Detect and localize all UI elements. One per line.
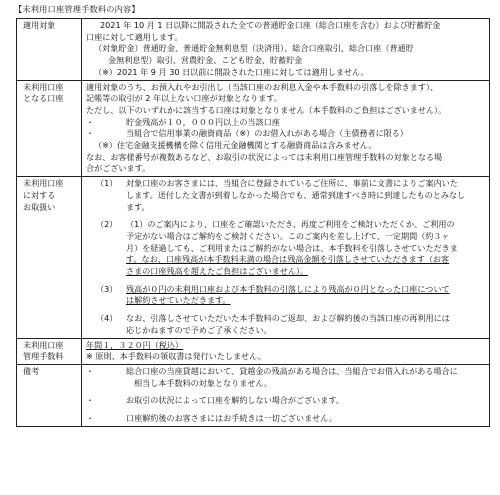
text-line: は解約させていただきます。: [126, 295, 231, 306]
table-row-remarks: [17, 364, 490, 426]
list-item: ・ 当組合で信用事業の融資商品（※）のお借入れがある場合（主債務者に限る）: [86, 128, 408, 139]
list-item: ・ 貯金残高が１０，０００円以上の当該口座: [86, 116, 280, 127]
text-line: ただし、以下のいずれかに該当する口座は対象となりません（本手数料のご負担はございません）。: [86, 104, 447, 115]
row-label-remarks: 備考: [17, 364, 82, 426]
list-item-3: （3） 残高が０円の未利用口座および本手数料の引落しにより残高が０円となった口座について: [96, 283, 450, 294]
table-row-handling: [17, 177, 490, 338]
text-line: 応じかねますので予めご了承ください。: [126, 324, 272, 335]
list-item: ・ 総合口座の当座貸越において、貸越金の残高がある場合は、当組合でお借入れがある場合に: [86, 365, 458, 376]
table-row-applicable: [17, 19, 490, 81]
text-line: 記帳等の取引が 2 年以上ない口座が対象となります。: [86, 93, 282, 104]
text-line: します。送付した文書が到着しなかった場合でも、通常到達すべき時に到達したものとみなし: [126, 189, 466, 200]
text-line: す。なお、口座残高が本手数料未満の場合は残高金額を引落しさせていただきます（お客: [126, 254, 450, 265]
fee-amount: 年間１，３２０円（税込）: [86, 339, 184, 350]
text-line: ます。: [126, 201, 150, 212]
list-item-4: （4） なお、引落しさせていただいた本手数料のご返却、および解約後の当該口座の再利用には: [96, 313, 450, 324]
fee-note: ※ 原則、本手数料の領収書は発行いたしません。: [86, 351, 266, 362]
text-line: 予定がない場合はご解約をご検討ください。このご案内を差し上げて、一定期間（約３ヶ: [126, 230, 450, 241]
text-line: （※）2021 年 9 月 30 日以前に開設された口座に対しては適用しません。: [94, 66, 369, 77]
row-content-remarks: [82, 364, 490, 426]
list-item: ・ お取引の状況によって口座を解約しない場合がございます。: [86, 395, 344, 406]
row-content-applicable: [82, 19, 490, 81]
text-line: （対象貯金）普通貯金、普通貯金無利息型（決済用）、総合口座取引、総合口座（普通貯: [94, 43, 414, 54]
list-item-2: （2） （1）のご案内により、口座をご確認いただき、再度ご利用をご検討いただくか、ご利用の: [96, 219, 455, 230]
list-item-1: （1） 対象口座のお客さまには、当組合に登録されているご住所に、事前に文書によりご案内いた: [96, 178, 458, 189]
row-content-unused: [82, 80, 490, 177]
text-line: さまの口座残高を超えたご負担はございません）。: [126, 266, 309, 277]
label-line: に対する: [23, 189, 56, 200]
text-line: なお、お客様番号が複数あるなど、お取引の状況によっては未利用口座管理手数料の対象となる場: [86, 151, 443, 162]
label-line: お取扱い: [23, 201, 56, 212]
label-line: 未利用口座: [23, 81, 64, 92]
text-line: 月）を経過しても、ご利用またはご解約がない場合は、本手数料を引落しさせていただきま: [126, 242, 458, 253]
text-line: 合がございます。: [86, 163, 151, 174]
label-line: となる口座: [23, 93, 64, 104]
label-line: 管理手数料: [23, 351, 64, 362]
row-label-applicable: 適用対象: [17, 19, 82, 81]
table-row-fee: [17, 338, 490, 364]
text-line: 2021 年 10 月 1 日以降に開設された全ての普通貯金口座（総合口座を含む）および貯蓄貯金: [100, 20, 441, 30]
text-line: 適用対象のうち、お預入れやお引出し（当該口座のお利息入金や本手数料の引落しを除きます）、: [86, 81, 439, 92]
row-content-handling: [82, 177, 490, 338]
fee-table: [16, 18, 490, 427]
row-content-fee: [82, 338, 490, 364]
row-label-fee: [17, 338, 82, 364]
label-line: 未利用口座: [23, 178, 64, 189]
note-line: （※）住宅金融支援機構を除く信用元金融機関とする融資商品は含みません。: [94, 140, 377, 151]
text-line: 相当し本手数料の対象となりません。: [134, 377, 273, 388]
label-line: 未利用口座: [23, 339, 64, 350]
row-label-unused: [17, 80, 82, 177]
section-title: 【未利用口座管理手数料の内容】: [14, 4, 140, 14]
list-item: ・ 口座解約後のお客さまにはお手続きは一切ございません。: [86, 413, 337, 424]
row-label-handling: [17, 177, 82, 338]
text-line: 金無利息型）取引、営農貯金、こども貯金、貯蓄貯金: [108, 55, 303, 66]
table-row-unused: [17, 80, 490, 177]
text-line: 口座に対して適用します。: [86, 31, 183, 42]
